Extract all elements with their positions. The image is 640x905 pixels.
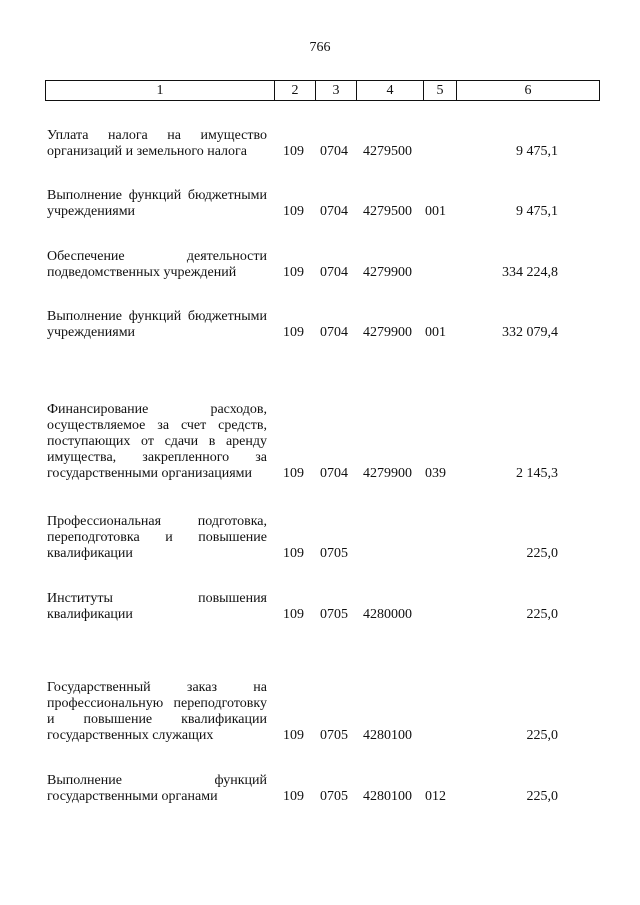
page-number: 766	[309, 40, 331, 55]
column-header-3: 3	[316, 81, 357, 101]
row-col-5: 001	[425, 325, 446, 340]
table-row	[0, 380, 640, 482]
row-col-2: 109	[283, 265, 304, 280]
row-col-2: 109	[283, 728, 304, 743]
column-header-row	[46, 81, 600, 101]
row-col-3: 0705	[320, 546, 348, 561]
row-col-2: 109	[283, 325, 304, 340]
row-col-2: 109	[283, 204, 304, 219]
table-row	[0, 247, 640, 281]
row-col-6: 225,0	[526, 789, 558, 804]
row-description: Институты повышения квалификации	[47, 591, 267, 622]
row-col-3: 0704	[320, 466, 348, 481]
row-col-6: 225,0	[526, 546, 558, 561]
row-col-4: 4280000	[363, 607, 412, 622]
row-col-4: 4279500	[363, 144, 412, 159]
row-col-6: 332 079,4	[502, 325, 558, 340]
table-row	[0, 307, 640, 341]
row-col-6: 9 475,1	[516, 204, 558, 219]
row-col-4: 4279500	[363, 204, 412, 219]
row-col-4: 4279900	[363, 325, 412, 340]
row-col-2: 109	[283, 144, 304, 159]
row-col-3: 0705	[320, 728, 348, 743]
column-header-4: 4	[357, 81, 424, 101]
row-description: Государственный заказ на профессиональную переподготовку и повышение квалификации государственных служащих	[47, 680, 267, 743]
row-description: Финансирование расходов, осуществляемое за счет средств, поступающих от сдачи в аренду имущества, закрепленного за государственными организациями	[47, 402, 267, 481]
row-col-6: 9 475,1	[516, 144, 558, 159]
row-description: Профессиональная подготовка, переподготовка и повышение квалификации	[47, 514, 267, 561]
row-col-6: 225,0	[526, 607, 558, 622]
row-col-4: 4279900	[363, 466, 412, 481]
row-col-6: 2 145,3	[516, 466, 558, 481]
row-col-4: 4280100	[363, 789, 412, 804]
table-row	[0, 660, 640, 744]
row-description: Выполнение функций бюджетными учреждениями	[47, 309, 267, 340]
column-header-5: 5	[424, 81, 457, 101]
row-col-4: 4279900	[363, 265, 412, 280]
row-col-2: 109	[283, 789, 304, 804]
row-col-5: 001	[425, 204, 446, 219]
row-col-3: 0704	[320, 144, 348, 159]
table-row	[0, 771, 640, 805]
row-description: Обеспечение деятельности подведомственных учреждений	[47, 249, 267, 280]
table-row	[0, 589, 640, 623]
row-col-3: 0704	[320, 204, 348, 219]
column-header-2: 2	[275, 81, 316, 101]
row-col-3: 0705	[320, 789, 348, 804]
row-description: Выполнение функций бюджетными учреждениями	[47, 188, 267, 219]
row-col-5: 039	[425, 466, 446, 481]
row-col-2: 109	[283, 546, 304, 561]
row-description: Выполнение функций государственными органами	[47, 773, 267, 804]
row-col-3: 0704	[320, 325, 348, 340]
column-header-1: 1	[46, 81, 275, 101]
row-col-2: 109	[283, 466, 304, 481]
row-col-5: 012	[425, 789, 446, 804]
row-col-3: 0705	[320, 607, 348, 622]
column-header-table	[45, 80, 600, 101]
row-description: Уплата налога на имущество организаций и земельного налога	[47, 128, 267, 159]
table-row	[0, 512, 640, 562]
column-header-6: 6	[457, 81, 600, 101]
row-col-2: 109	[283, 607, 304, 622]
row-col-4: 4280100	[363, 728, 412, 743]
table-row	[0, 186, 640, 220]
row-col-3: 0704	[320, 265, 348, 280]
row-col-6: 334 224,8	[502, 265, 558, 280]
table-row	[0, 126, 640, 160]
row-col-6: 225,0	[526, 728, 558, 743]
